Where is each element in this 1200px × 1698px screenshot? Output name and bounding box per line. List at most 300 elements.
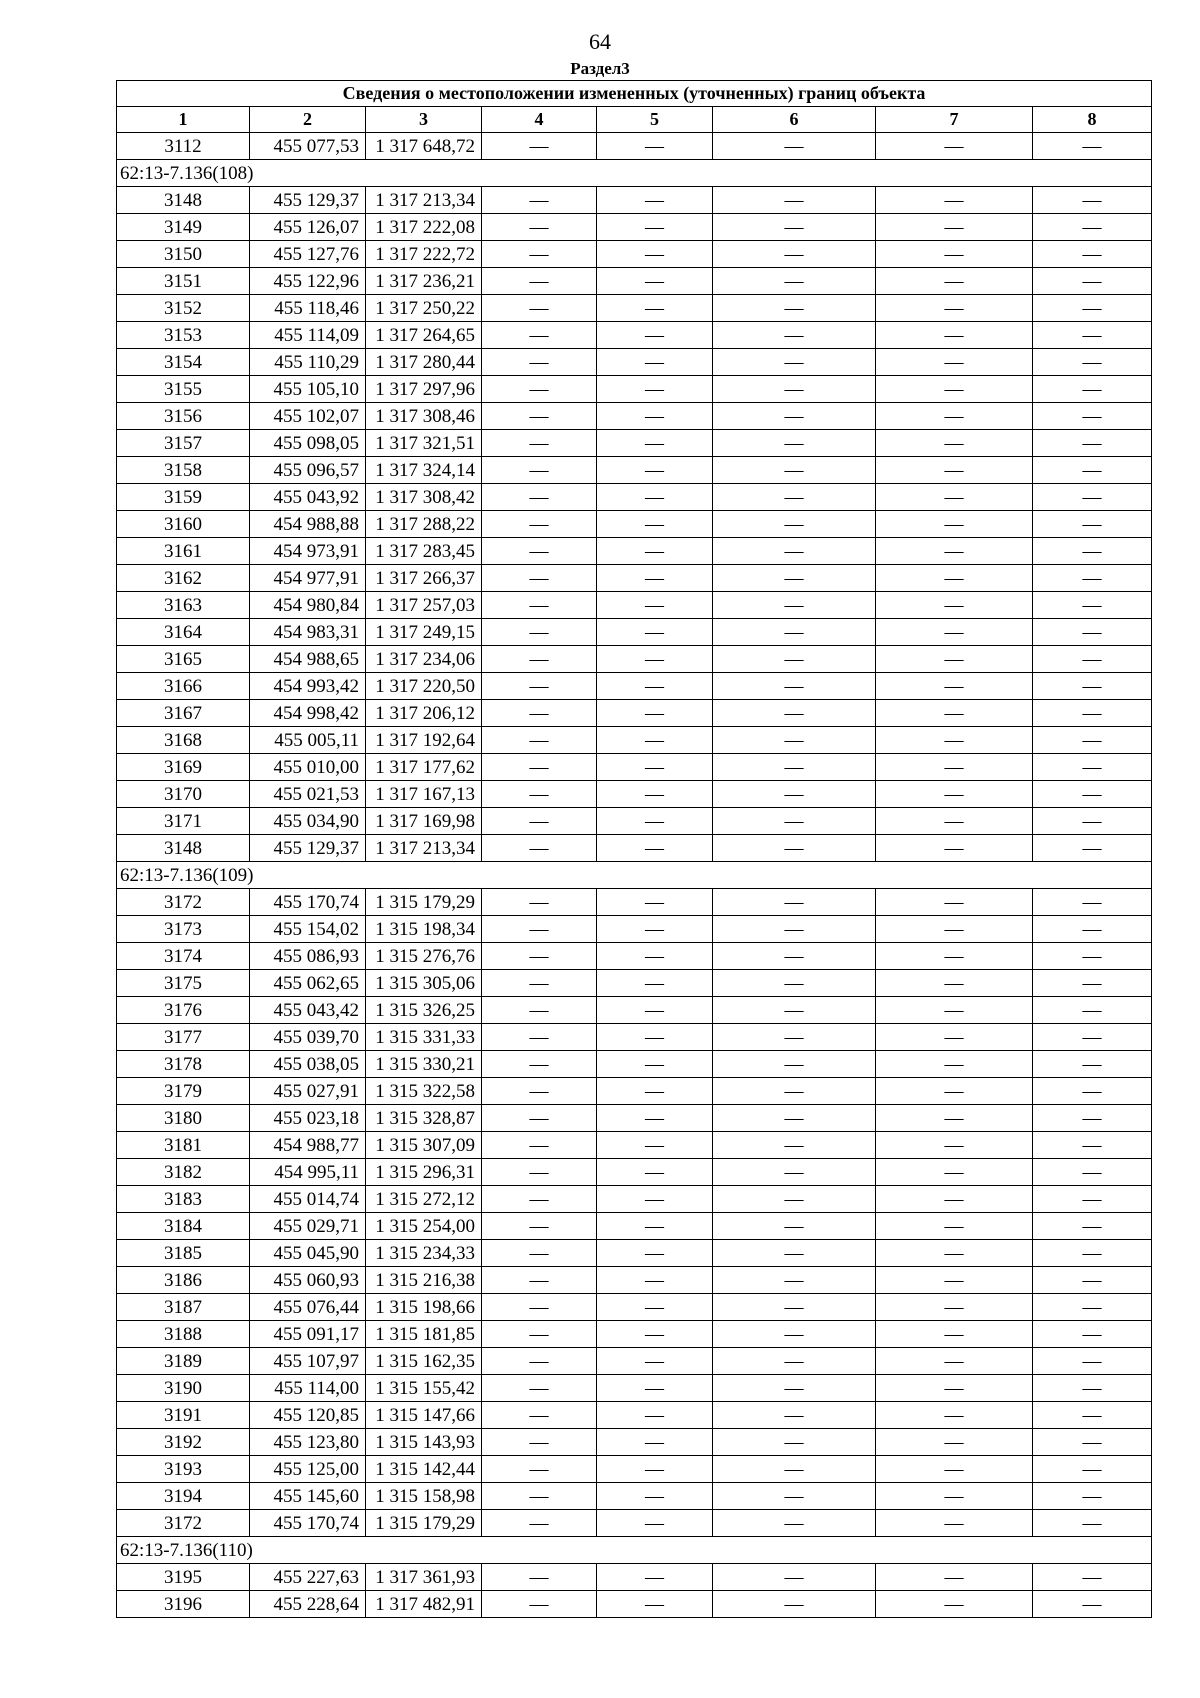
empty-value-dash: — [876,619,1033,646]
cadastral-number: 62:13-7.136(110) [117,1537,1152,1564]
empty-value-dash: — [597,646,713,673]
point-number: 3155 [117,376,250,403]
empty-value-dash: — [1033,916,1152,943]
empty-value-dash: — [482,1429,597,1456]
empty-value-dash: — [1033,592,1152,619]
coordinate-x: 455 114,00 [250,1375,366,1402]
empty-value-dash: — [1033,835,1152,862]
coordinate-x: 455 114,09 [250,322,366,349]
column-number: 3 [366,107,482,133]
empty-value-dash: — [876,835,1033,862]
empty-value-dash: — [713,214,876,241]
empty-value-dash: — [482,1051,597,1078]
empty-value-dash: — [876,457,1033,484]
empty-value-dash: — [597,187,713,214]
empty-value-dash: — [1033,1024,1152,1051]
empty-value-dash: — [713,133,876,160]
empty-value-dash: — [482,835,597,862]
empty-value-dash: — [876,1348,1033,1375]
coordinate-y: 1 315 331,33 [366,1024,482,1051]
point-number: 3148 [117,835,250,862]
empty-value-dash: — [482,808,597,835]
empty-value-dash: — [597,619,713,646]
empty-value-dash: — [876,1375,1033,1402]
coordinate-y: 1 317 213,34 [366,835,482,862]
empty-value-dash: — [713,1564,876,1591]
coordinate-y: 1 317 222,72 [366,241,482,268]
empty-value-dash: — [1033,1456,1152,1483]
empty-value-dash: — [597,484,713,511]
empty-value-dash: — [713,1213,876,1240]
empty-value-dash: — [597,970,713,997]
empty-value-dash: — [482,700,597,727]
empty-value-dash: — [1033,673,1152,700]
coordinate-x: 455 014,74 [250,1186,366,1213]
coordinate-y: 1 317 324,14 [366,457,482,484]
point-number: 3172 [117,889,250,916]
empty-value-dash: — [482,1510,597,1537]
table-row [117,1213,1152,1240]
table-row [117,1078,1152,1105]
table-row [117,349,1152,376]
empty-value-dash: — [876,1456,1033,1483]
empty-value-dash: — [482,1267,597,1294]
empty-value-dash: — [482,538,597,565]
coordinate-x: 455 125,00 [250,1456,366,1483]
table-row [117,727,1152,754]
empty-value-dash: — [876,1321,1033,1348]
empty-value-dash: — [482,1402,597,1429]
table-row [117,1105,1152,1132]
empty-value-dash: — [597,1348,713,1375]
empty-value-dash: — [482,1240,597,1267]
empty-value-dash: — [482,916,597,943]
empty-value-dash: — [1033,1078,1152,1105]
empty-value-dash: — [713,1159,876,1186]
point-number: 3174 [117,943,250,970]
empty-value-dash: — [482,970,597,997]
coordinate-x: 455 123,80 [250,1429,366,1456]
coordinate-y: 1 315 179,29 [366,1510,482,1537]
point-number: 3159 [117,484,250,511]
empty-value-dash: — [713,1105,876,1132]
empty-value-dash: — [597,1510,713,1537]
empty-value-dash: — [713,322,876,349]
empty-value-dash: — [876,484,1033,511]
coordinate-x: 455 029,71 [250,1213,366,1240]
empty-value-dash: — [876,1132,1033,1159]
empty-value-dash: — [482,1024,597,1051]
table-row [117,1186,1152,1213]
table-row [117,187,1152,214]
empty-value-dash: — [597,403,713,430]
table-row [117,700,1152,727]
empty-value-dash: — [713,1240,876,1267]
coordinate-x: 455 027,91 [250,1078,366,1105]
table-row [117,673,1152,700]
coordinate-x: 455 145,60 [250,1483,366,1510]
point-number: 3182 [117,1159,250,1186]
coordinate-x: 455 043,92 [250,484,366,511]
table-row [117,430,1152,457]
empty-value-dash: — [876,700,1033,727]
coordinate-x: 454 988,65 [250,646,366,673]
empty-value-dash: — [482,997,597,1024]
coordinate-y: 1 317 321,51 [366,430,482,457]
point-number: 3181 [117,1132,250,1159]
table-row [117,619,1152,646]
point-number: 3165 [117,646,250,673]
empty-value-dash: — [597,376,713,403]
point-number: 3156 [117,403,250,430]
empty-value-dash: — [597,1375,713,1402]
coordinate-x: 455 005,11 [250,727,366,754]
coordinate-x: 455 091,17 [250,1321,366,1348]
table-row [117,1240,1152,1267]
point-number: 3177 [117,1024,250,1051]
coordinate-y: 1 317 249,15 [366,619,482,646]
empty-value-dash: — [482,187,597,214]
coordinate-x: 454 993,42 [250,673,366,700]
point-number: 3187 [117,1294,250,1321]
point-number: 3172 [117,1510,250,1537]
empty-value-dash: — [1033,1429,1152,1456]
empty-value-dash: — [713,1078,876,1105]
empty-value-dash: — [597,673,713,700]
cadastral-number: 62:13-7.136(109) [117,862,1152,889]
empty-value-dash: — [1033,403,1152,430]
table-row [117,133,1152,160]
empty-value-dash: — [597,1267,713,1294]
empty-value-dash: — [713,1348,876,1375]
column-number: 4 [482,107,597,133]
coordinate-y: 1 317 177,62 [366,754,482,781]
coordinate-y: 1 317 234,06 [366,646,482,673]
empty-value-dash: — [482,484,597,511]
coordinate-y: 1 317 213,34 [366,187,482,214]
coordinate-x: 454 988,88 [250,511,366,538]
empty-value-dash: — [1033,781,1152,808]
coordinate-x: 455 043,42 [250,997,366,1024]
point-number: 3186 [117,1267,250,1294]
column-number: 1 [117,107,250,133]
empty-value-dash: — [876,214,1033,241]
empty-value-dash: — [713,349,876,376]
empty-value-dash: — [597,1186,713,1213]
empty-value-dash: — [713,727,876,754]
empty-value-dash: — [1033,970,1152,997]
coordinate-y: 1 315 155,42 [366,1375,482,1402]
coordinate-y: 1 315 198,34 [366,916,482,943]
point-number: 3179 [117,1078,250,1105]
empty-value-dash: — [597,1429,713,1456]
table-row [117,1348,1152,1375]
coordinate-x: 455 062,65 [250,970,366,997]
table-title: Сведения о местоположении измененных (уточненных) границ объекта [117,81,1152,107]
coordinate-x: 455 107,97 [250,1348,366,1375]
coordinate-y: 1 315 272,12 [366,1186,482,1213]
empty-value-dash: — [713,268,876,295]
column-number: 8 [1033,107,1152,133]
coordinate-y: 1 317 648,72 [366,133,482,160]
coordinate-y: 1 317 222,08 [366,214,482,241]
empty-value-dash: — [482,889,597,916]
empty-value-dash: — [482,727,597,754]
empty-value-dash: — [482,376,597,403]
empty-value-dash: — [1033,646,1152,673]
coordinate-y: 1 317 257,03 [366,592,482,619]
point-number: 3149 [117,214,250,241]
coordinate-y: 1 315 158,98 [366,1483,482,1510]
point-number: 3151 [117,268,250,295]
coordinate-y: 1 317 167,13 [366,781,482,808]
empty-value-dash: — [713,619,876,646]
empty-value-dash: — [482,295,597,322]
empty-value-dash: — [482,1348,597,1375]
empty-value-dash: — [482,1375,597,1402]
empty-value-dash: — [597,565,713,592]
empty-value-dash: — [876,133,1033,160]
table-row [117,511,1152,538]
table-row [117,565,1152,592]
cadastral-number: 62:13-7.136(108) [117,160,1152,187]
empty-value-dash: — [482,619,597,646]
group-row [117,1537,1152,1564]
coordinate-x: 454 995,11 [250,1159,366,1186]
point-number: 3180 [117,1105,250,1132]
coordinate-y: 1 315 181,85 [366,1321,482,1348]
coordinate-y: 1 315 322,58 [366,1078,482,1105]
empty-value-dash: — [1033,619,1152,646]
empty-value-dash: — [597,1591,713,1618]
coordinate-x: 455 122,96 [250,268,366,295]
table-row [117,322,1152,349]
coordinates-table [116,80,1152,1618]
point-number: 3178 [117,1051,250,1078]
empty-value-dash: — [713,1294,876,1321]
empty-value-dash: — [1033,187,1152,214]
point-number: 3152 [117,295,250,322]
point-number: 3161 [117,538,250,565]
coordinate-y: 1 317 482,91 [366,1591,482,1618]
empty-value-dash: — [713,241,876,268]
table-row [117,457,1152,484]
empty-value-dash: — [597,727,713,754]
coordinate-y: 1 315 296,31 [366,1159,482,1186]
empty-value-dash: — [1033,322,1152,349]
point-number: 3163 [117,592,250,619]
table-row [117,214,1152,241]
coordinate-y: 1 315 254,00 [366,1213,482,1240]
table-row [117,781,1152,808]
coordinate-y: 1 317 361,93 [366,1564,482,1591]
empty-value-dash: — [876,1240,1033,1267]
coordinate-y: 1 315 147,66 [366,1402,482,1429]
empty-value-dash: — [1033,943,1152,970]
empty-value-dash: — [1033,1375,1152,1402]
empty-value-dash: — [713,1321,876,1348]
empty-value-dash: — [1033,511,1152,538]
empty-value-dash: — [482,511,597,538]
empty-value-dash: — [482,943,597,970]
empty-value-dash: — [597,997,713,1024]
empty-value-dash: — [876,943,1033,970]
empty-value-dash: — [482,322,597,349]
table-row [117,376,1152,403]
empty-value-dash: — [876,673,1033,700]
coordinate-y: 1 315 179,29 [366,889,482,916]
empty-value-dash: — [597,835,713,862]
coordinate-y: 1 315 305,06 [366,970,482,997]
point-number: 3185 [117,1240,250,1267]
empty-value-dash: — [1033,268,1152,295]
empty-value-dash: — [713,1402,876,1429]
coordinate-y: 1 315 142,44 [366,1456,482,1483]
empty-value-dash: — [876,1591,1033,1618]
empty-value-dash: — [1033,1294,1152,1321]
coordinate-x: 455 039,70 [250,1024,366,1051]
empty-value-dash: — [713,1510,876,1537]
empty-value-dash: — [597,538,713,565]
empty-value-dash: — [713,484,876,511]
coordinate-y: 1 315 328,87 [366,1105,482,1132]
point-number: 3183 [117,1186,250,1213]
column-number: 5 [597,107,713,133]
empty-value-dash: — [1033,754,1152,781]
empty-value-dash: — [597,916,713,943]
point-number: 3158 [117,457,250,484]
table-row [117,1024,1152,1051]
table-row [117,538,1152,565]
table-row [117,592,1152,619]
coordinate-y: 1 317 283,45 [366,538,482,565]
empty-value-dash: — [876,565,1033,592]
table-row [117,1483,1152,1510]
coordinate-x: 455 110,29 [250,349,366,376]
empty-value-dash: — [597,1402,713,1429]
empty-value-dash: — [1033,1402,1152,1429]
empty-value-dash: — [482,1564,597,1591]
coordinate-x: 455 096,57 [250,457,366,484]
empty-value-dash: — [597,889,713,916]
empty-value-dash: — [597,241,713,268]
empty-value-dash: — [876,268,1033,295]
empty-value-dash: — [597,1456,713,1483]
empty-value-dash: — [713,295,876,322]
empty-value-dash: — [597,322,713,349]
coordinate-x: 455 129,37 [250,187,366,214]
empty-value-dash: — [876,1213,1033,1240]
empty-value-dash: — [597,754,713,781]
coordinate-x: 454 983,31 [250,619,366,646]
coordinate-x: 454 973,91 [250,538,366,565]
empty-value-dash: — [597,700,713,727]
empty-value-dash: — [1033,484,1152,511]
coordinate-y: 1 317 236,21 [366,268,482,295]
table-row [117,754,1152,781]
empty-value-dash: — [482,1105,597,1132]
empty-value-dash: — [482,403,597,430]
table-row [117,1051,1152,1078]
empty-value-dash: — [876,538,1033,565]
coordinate-x: 455 077,53 [250,133,366,160]
empty-value-dash: — [482,565,597,592]
empty-value-dash: — [482,646,597,673]
empty-value-dash: — [597,1483,713,1510]
empty-value-dash: — [713,1375,876,1402]
empty-value-dash: — [482,1456,597,1483]
table-row [117,241,1152,268]
coordinate-x: 455 010,00 [250,754,366,781]
empty-value-dash: — [713,1132,876,1159]
coordinate-x: 455 120,85 [250,1402,366,1429]
coordinate-y: 1 317 192,64 [366,727,482,754]
empty-value-dash: — [876,1267,1033,1294]
coordinate-x: 454 998,42 [250,700,366,727]
coordinate-y: 1 315 162,35 [366,1348,482,1375]
table-row [117,295,1152,322]
empty-value-dash: — [713,943,876,970]
table-row [117,1321,1152,1348]
point-number: 3171 [117,808,250,835]
coordinate-y: 1 315 276,76 [366,943,482,970]
table-row [117,889,1152,916]
coordinate-y: 1 315 330,21 [366,1051,482,1078]
empty-value-dash: — [597,592,713,619]
coordinate-x: 455 060,93 [250,1267,366,1294]
coordinate-x: 455 118,46 [250,295,366,322]
empty-value-dash: — [876,1024,1033,1051]
empty-value-dash: — [876,403,1033,430]
empty-value-dash: — [876,1483,1033,1510]
empty-value-dash: — [482,214,597,241]
empty-value-dash: — [713,430,876,457]
empty-value-dash: — [1033,1348,1152,1375]
empty-value-dash: — [1033,430,1152,457]
coordinate-x: 455 038,05 [250,1051,366,1078]
point-number: 3169 [117,754,250,781]
empty-value-dash: — [713,916,876,943]
empty-value-dash: — [597,430,713,457]
empty-value-dash: — [1033,1213,1152,1240]
group-row [117,160,1152,187]
coordinate-y: 1 317 206,12 [366,700,482,727]
empty-value-dash: — [876,1105,1033,1132]
empty-value-dash: — [876,187,1033,214]
table-row [117,943,1152,970]
empty-value-dash: — [1033,457,1152,484]
point-number: 3191 [117,1402,250,1429]
empty-value-dash: — [713,970,876,997]
empty-value-dash: — [482,1294,597,1321]
coordinate-y: 1 317 308,42 [366,484,482,511]
empty-value-dash: — [876,781,1033,808]
coordinate-x: 455 170,74 [250,889,366,916]
empty-value-dash: — [1033,565,1152,592]
table-row [117,1564,1152,1591]
empty-value-dash: — [876,376,1033,403]
empty-value-dash: — [1033,808,1152,835]
empty-value-dash: — [597,133,713,160]
empty-value-dash: — [1033,376,1152,403]
coordinate-x: 455 228,64 [250,1591,366,1618]
table-row [117,484,1152,511]
empty-value-dash: — [1033,1159,1152,1186]
empty-value-dash: — [482,349,597,376]
empty-value-dash: — [876,349,1033,376]
empty-value-dash: — [597,1321,713,1348]
empty-value-dash: — [713,835,876,862]
